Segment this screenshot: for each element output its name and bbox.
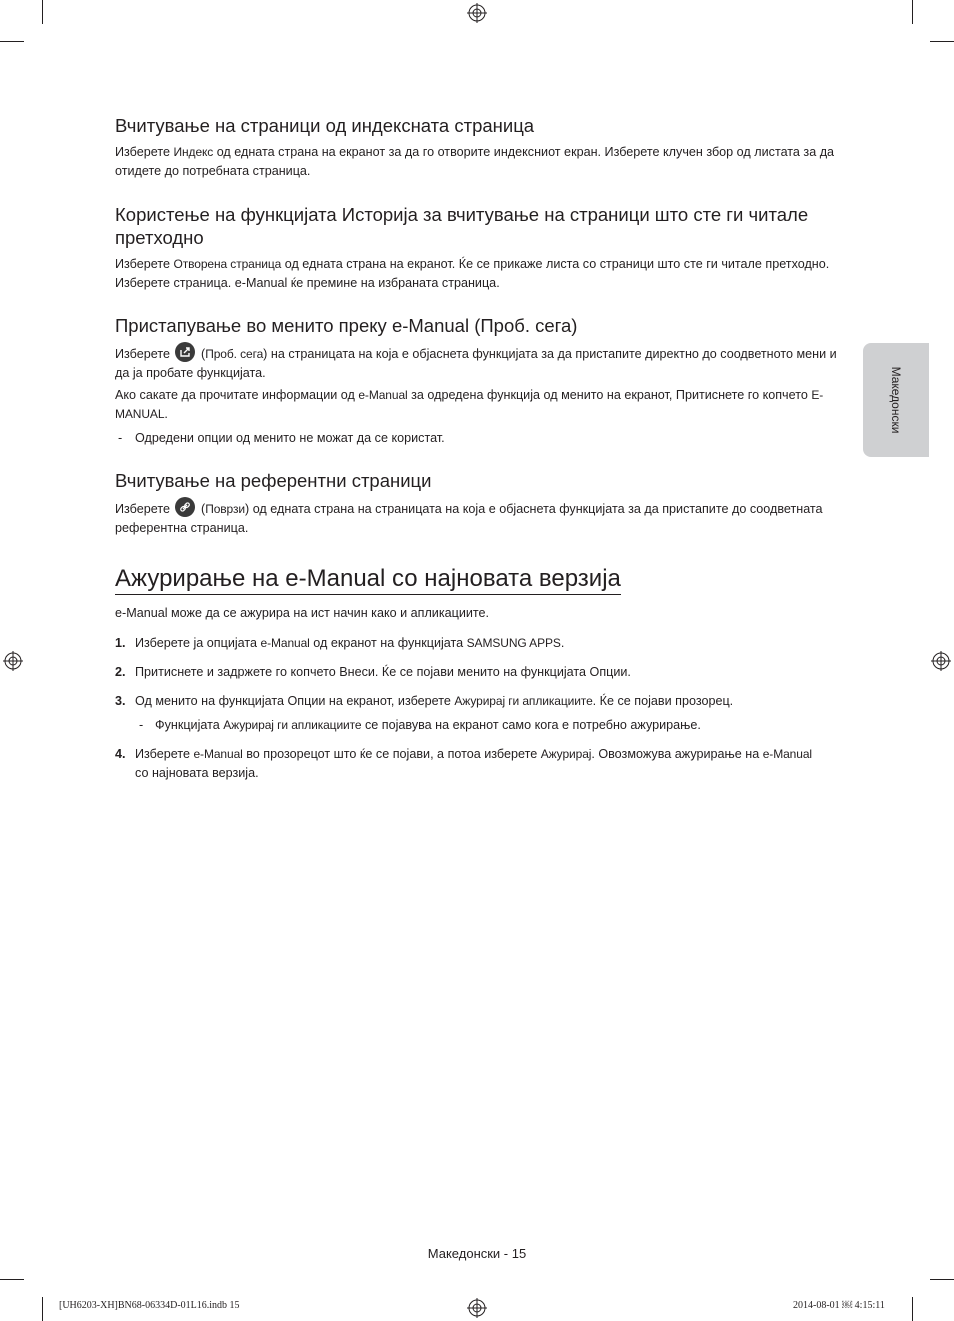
step-number: 2.: [115, 665, 126, 679]
step-3-text: [135, 692, 825, 711]
text-run: Изберете: [135, 747, 194, 761]
text-run: Изберете: [115, 145, 174, 159]
update-intro: e-Manual може да се ажурира на ист начин како и апликациите.: [115, 606, 490, 620]
text-run: се појавува на екранот само кога е потребно ажурирање.: [361, 718, 701, 732]
text-run: Изберете: [115, 347, 174, 361]
section-text-history: [115, 255, 840, 293]
step-4-text: [135, 745, 825, 783]
text-run: од едната страна на екранот. Ќе се прикаже листа со страници што сте ги читале претходно. Изберете страница. e-Manual ќе премине на избраната страница.: [115, 257, 830, 290]
text-run: од едната страна на екранот за да го отворите индексниот екран. Изберете клучен збор од листата за да отидете до потребната страница.: [115, 145, 835, 178]
text-run: Од менито на функцијата Опции на екранот, изберете: [135, 694, 455, 708]
ui-term: Ажурирај ги апликациите: [223, 718, 362, 732]
side-tab-label: Македонски: [889, 366, 903, 434]
ui-term: Ажурирај ги апликациите: [454, 694, 593, 708]
step-1-text: [135, 634, 825, 653]
ui-term: E-MANUAL: [115, 388, 824, 421]
page-number: Македонски - 15: [427, 1246, 527, 1261]
step-2-text: Притиснете и задржете го копчето Внеси. Ќе се појави менито на функцијата Опции.: [135, 665, 631, 679]
crop-mark: [0, 1279, 24, 1280]
text-run: . Овозможува ажурирање на: [591, 747, 763, 761]
text-run: ) од едната страна на страницата на која е објаснета функцијата за да пристапите до соодветната референтна страница.: [115, 502, 823, 535]
crop-mark: [0, 41, 24, 42]
text-run: (: [197, 502, 206, 516]
try-now-icon: [175, 342, 195, 362]
step-3-note: [155, 716, 835, 735]
ui-term: e-Manual: [193, 747, 243, 761]
text-run: (: [197, 347, 206, 361]
update-title: Ажурирање на e-Manual со најновата верзија: [115, 564, 621, 595]
text-run: Ако сакате да прочитате информации од: [115, 388, 359, 402]
text-run: .: [560, 636, 565, 650]
text-run: со најновата верзија.: [135, 766, 259, 780]
ui-term: Отворена страница: [173, 257, 282, 271]
crop-mark: [912, 1297, 913, 1321]
text-run: Функцијата: [155, 718, 224, 732]
section-text-e-manual-button: [115, 386, 840, 424]
section-heading-try-now: Пристапување во менито преку e-Manual (Проб. сега): [115, 315, 578, 336]
crop-mark: [912, 0, 913, 24]
crop-mark: [930, 1279, 954, 1280]
text-run: за одредена функција од менито на екранот, Притиснете го копчето: [407, 388, 812, 402]
print-slug-file: [UH6203-XH]BN68-06334D-01L16.indb 15: [59, 1300, 240, 1311]
section-text-reference: [115, 497, 840, 538]
ui-term: Ажурирај: [540, 747, 592, 761]
ui-term: Индекс: [173, 145, 214, 159]
section-heading-index: Вчитување на страници од индексната страница: [115, 115, 535, 136]
text-run: .: [164, 407, 168, 421]
ui-term: Поврзи: [205, 502, 246, 516]
text-run: во прозорецот што ќе се појави, а потоа изберете: [242, 747, 541, 761]
text-run: Изберете: [115, 502, 174, 516]
ui-term: e-Manual: [358, 388, 408, 402]
language-side-tab: [863, 343, 929, 457]
note-dash: -: [118, 431, 123, 445]
text-run: од екранот на функцијата: [309, 636, 467, 650]
step-number: 3.: [115, 694, 126, 708]
section-text-index: [115, 143, 840, 181]
text-run: ) на страницата на која е објаснета функцијата за да пристапите директно до соодветното мени и да ја пробате функцијата.: [115, 347, 837, 380]
text-run: Изберете ја опцијата: [135, 636, 261, 650]
registration-mark-icon: [931, 651, 951, 671]
print-slug-date: 2014-08-01 ￼ 4:15:11: [793, 1300, 885, 1311]
section-heading-history: Користење на функцијата Историја за вчитување на страници што сте ги читале претходно: [115, 204, 809, 248]
text-run: . Ќе се појави прозорец.: [592, 694, 734, 708]
text-run: Изберете: [115, 257, 174, 271]
crop-mark: [42, 0, 43, 24]
registration-mark-icon: [3, 651, 23, 671]
ui-term: e-Manual: [762, 747, 812, 761]
ui-term: e-Manual: [260, 636, 310, 650]
link-icon: [175, 497, 195, 517]
section-text-try-now: [115, 342, 840, 383]
ui-term: Проб. сега: [205, 347, 264, 361]
registration-mark-icon: [467, 3, 487, 23]
section-heading-reference: Вчитување на референтни страници: [115, 470, 432, 491]
note-text: Одредени опции од менито не можат да се користат.: [135, 431, 445, 445]
crop-mark: [42, 1297, 43, 1321]
crop-mark: [930, 41, 954, 42]
step-number: 4.: [115, 747, 126, 761]
ui-term: SAMSUNG APPS: [466, 636, 561, 650]
step-number: 1.: [115, 636, 126, 650]
registration-mark-icon: [467, 1298, 487, 1318]
note-dash: -: [139, 718, 144, 732]
